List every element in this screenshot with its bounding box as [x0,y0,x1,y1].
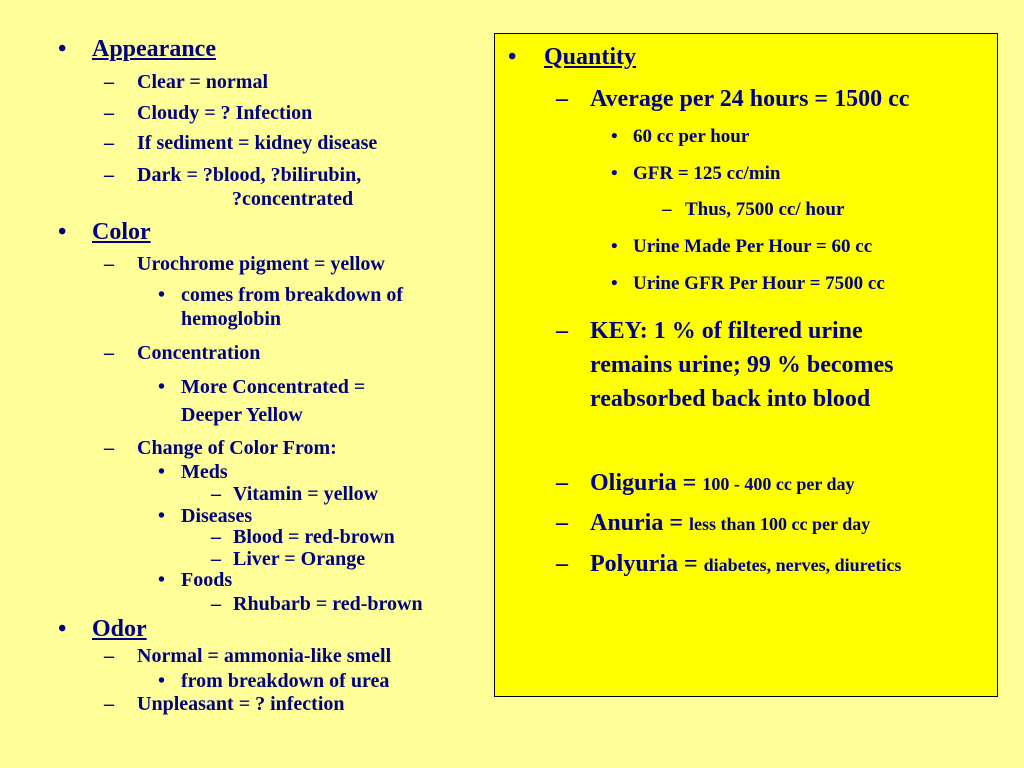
dash: – [104,645,114,667]
list-item: 60 cc per hour [633,126,750,147]
list-item: Liver = Orange [233,548,366,570]
list-item: from breakdown of urea [181,670,390,692]
list-item: Foods [181,569,233,591]
dash: – [662,199,672,220]
definition-oliguria [590,470,855,497]
term: Anuria = [590,510,690,536]
definition-polyuria [590,551,901,578]
bullet: • [611,126,618,147]
bullet: • [158,505,166,527]
bullet: • [158,670,166,692]
term-definition: less than 100 cc per day [689,514,871,534]
list-item: Cloudy = ? Infection [137,102,313,124]
list-item-continuation: hemoglobin [181,308,282,330]
heading-odor: Odor [92,616,147,642]
list-item: GFR = 125 cc/min [633,163,781,184]
dash: – [104,437,114,459]
dash: – [556,86,568,112]
list-item: If sediment = kidney disease [137,132,378,154]
dash: – [104,693,114,715]
dash: – [556,510,568,536]
list-item: More Concentrated = [181,376,366,398]
dash: – [211,548,221,570]
heading-quantity: Quantity [544,44,637,70]
dash: – [556,470,568,496]
bullet: • [158,569,166,591]
bullet: • [611,273,618,294]
heading-color: Color [92,219,151,245]
bullet: • [508,44,517,70]
list-item-continuation: reabsorbed back into blood [590,386,871,412]
dash: – [104,132,114,154]
bullet: • [158,376,166,398]
term: Oliguria = [590,470,703,496]
list-item: KEY: 1 % of filtered urine [590,318,863,344]
list-item: Meds [181,461,228,483]
bullet: • [611,236,618,257]
list-item: Urine GFR Per Hour = 7500 cc [633,273,885,294]
definition-anuria [590,510,870,537]
list-item-continuation: Deeper Yellow [181,404,303,426]
bullet: • [58,616,67,642]
dash: – [104,102,114,124]
list-item: Blood = red-brown [233,526,395,548]
list-item-continuation: remains urine; 99 % becomes [590,352,894,378]
list-item: Average per 24 hours = 1500 cc [590,86,910,112]
list-item: Thus, 7500 cc/ hour [685,199,845,220]
dash: – [556,318,568,344]
dash: – [104,71,114,93]
list-item: Dark = ?blood, ?bilirubin, [137,164,362,186]
bullet: • [611,163,618,184]
bullet: • [158,284,166,306]
list-item: Vitamin = yellow [233,483,379,505]
dash: – [211,483,221,505]
list-item-continuation: ?concentrated [232,188,354,210]
dash: – [556,551,568,577]
list-item: Clear = normal [137,71,269,93]
list-item: Unpleasant = ? infection [137,693,345,715]
bullet: • [58,219,67,245]
bullet: • [158,461,166,483]
term-definition: diabetes, nerves, diuretics [703,555,902,575]
heading-appearance: Appearance [92,36,216,62]
list-item: comes from breakdown of [181,284,404,306]
list-item: Normal = ammonia-like smell [137,645,392,667]
list-item: Concentration [137,342,261,364]
list-item: Urochrome pigment = yellow [137,253,385,275]
list-item: Urine Made Per Hour = 60 cc [633,236,873,257]
list-item: Rhubarb = red-brown [233,593,423,615]
dash: – [104,253,114,275]
term-definition: 100 - 400 cc per day [702,474,855,494]
list-item: Change of Color From: [137,437,337,459]
dash: – [211,593,221,615]
dash: – [211,526,221,548]
term: Polyuria = [590,551,704,577]
dash: – [104,164,114,186]
dash: – [104,342,114,364]
bullet: • [58,36,67,62]
list-item: Diseases [181,505,253,527]
